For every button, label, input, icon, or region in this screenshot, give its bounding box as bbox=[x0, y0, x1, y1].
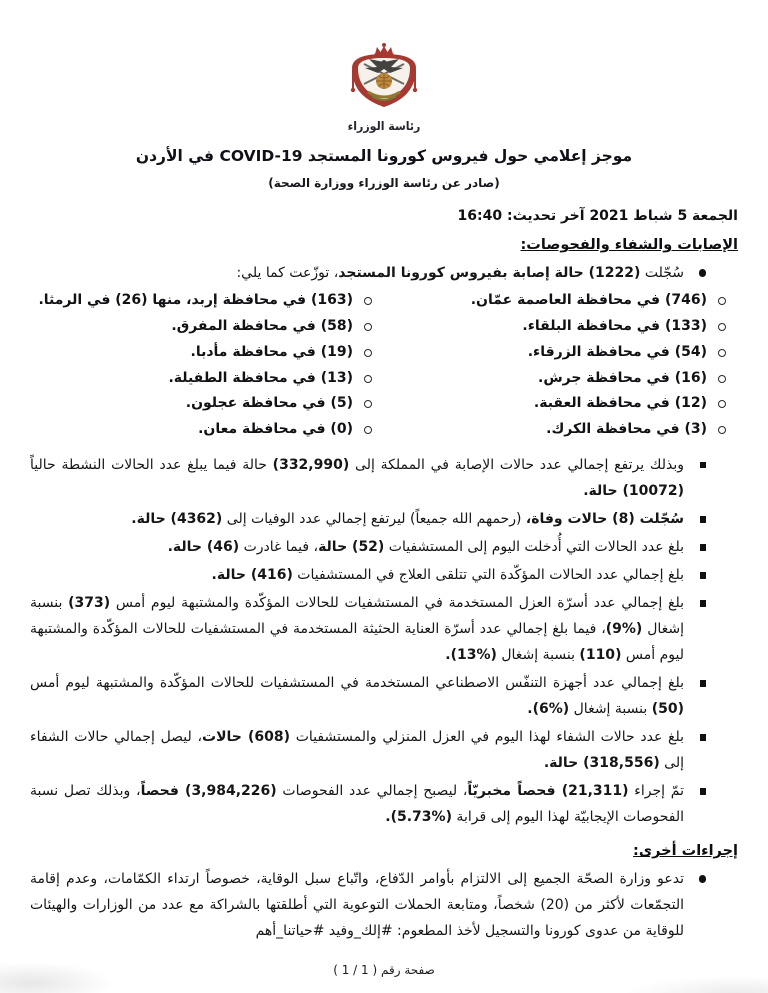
text-segment: (%5.73). bbox=[385, 809, 452, 826]
bullet-marker bbox=[707, 417, 726, 434]
text-segment: بلغ عدد الحالات التي أُدخلت اليوم إلى المستشفيات bbox=[384, 539, 684, 556]
bullet-marker bbox=[684, 260, 706, 277]
governorate-label: (19) في محافظة مأدبا. bbox=[190, 343, 353, 360]
text-segment: بنسبة إشغال bbox=[496, 647, 580, 664]
governorate-item bbox=[30, 417, 384, 443]
title-arabic-pre: موجز إعلامي حول فيروس كورونا المستجد bbox=[302, 147, 633, 166]
square-bullet-icon bbox=[700, 516, 707, 523]
bullet-marker bbox=[353, 340, 372, 357]
bullet-item bbox=[30, 260, 738, 286]
bullet-marker bbox=[707, 288, 726, 305]
governorate-item bbox=[384, 340, 738, 366]
text-segment: (%9) bbox=[605, 621, 643, 638]
text-segment: (3,984,226) فحصاً bbox=[140, 783, 277, 800]
bullet-marker bbox=[707, 340, 726, 357]
governorate-item bbox=[384, 366, 738, 392]
bullet-marker bbox=[684, 670, 706, 687]
governorate-columns bbox=[30, 288, 738, 443]
governorate-label: (133) في محافظة البلقاء. bbox=[522, 318, 707, 335]
governorate-item bbox=[384, 391, 738, 417]
square-bullet-icon bbox=[700, 788, 707, 795]
circle-bullet-icon bbox=[718, 323, 726, 331]
bullet-marker bbox=[707, 314, 726, 331]
governorate-label: (746) في محافظة العاصمة عمّان. bbox=[470, 292, 707, 309]
bullet-text bbox=[30, 562, 684, 588]
bullet-text bbox=[30, 534, 684, 560]
governorate-item bbox=[30, 314, 384, 340]
bullet-item bbox=[30, 452, 738, 504]
bullet-marker bbox=[684, 724, 706, 741]
text-segment: ، ليصل إجمالي حالات الشفاء إلى bbox=[30, 729, 684, 772]
text-segment: ، فيما غادرت bbox=[239, 539, 319, 556]
title-covid-label: COVID-19 bbox=[219, 147, 303, 166]
bullet-item bbox=[30, 670, 738, 722]
text-segment: (608) حالات bbox=[202, 729, 291, 746]
governorate-label: (3) في محافظة الكرك. bbox=[546, 421, 707, 438]
bullet-marker bbox=[353, 391, 372, 408]
bullet-item bbox=[30, 562, 738, 588]
bullet-marker bbox=[707, 366, 726, 383]
bullet-marker bbox=[684, 562, 706, 579]
document-subtitle: (صادر عن رئاسة الوزراء ووزارة الصحة) bbox=[268, 176, 500, 191]
governorate-label: (58) في محافظة المفرق. bbox=[171, 318, 353, 335]
circle-bullet-icon bbox=[364, 400, 372, 408]
bullet-text bbox=[30, 866, 684, 944]
text-segment: (52) حالة bbox=[318, 539, 385, 556]
square-bullet-icon bbox=[700, 544, 707, 551]
logo-caption: رئاسة الوزراء bbox=[347, 119, 421, 134]
governorate-item bbox=[384, 288, 738, 314]
bullet-marker bbox=[353, 417, 372, 434]
bullet-marker bbox=[684, 778, 706, 795]
bullet-marker bbox=[684, 590, 706, 607]
page-footer: صفحة رقم ( 1 / 1 ) bbox=[333, 962, 435, 977]
circle-bullet-icon bbox=[718, 400, 726, 408]
jordan-coat-of-arms-icon bbox=[338, 42, 430, 118]
text-segment: (10072) حالة. bbox=[583, 483, 684, 499]
bullet-marker bbox=[353, 314, 372, 331]
text-segment: تمّ إجراء bbox=[628, 783, 684, 800]
text-segment: (1222) حالة إصابة بفيروس كورونا المستجد bbox=[338, 265, 641, 282]
bullet-marker bbox=[684, 866, 706, 883]
governorate-list-left bbox=[30, 288, 384, 443]
text-segment: ، فيما بلغ إجمالي عدد أسرّة العناية الحثيثة المستخدمة في المستشفيات للحالات المؤكّدة والمشتبهة ليوم أمس bbox=[30, 621, 684, 664]
bullet-text bbox=[30, 778, 684, 830]
bullet-item bbox=[30, 724, 738, 776]
square-bullet-icon bbox=[700, 680, 707, 687]
governorate-item bbox=[384, 314, 738, 340]
governorate-label: (12) في محافظة العقبة. bbox=[533, 395, 707, 412]
bullet-marker bbox=[684, 506, 706, 523]
circle-bullet-icon bbox=[718, 426, 726, 434]
text-segment: سُجّلت (8) حالات وفاة، bbox=[525, 511, 684, 528]
date-line: الجمعة 5 شباط 2021 آخر تحديث: 16:40 bbox=[457, 208, 738, 225]
page-title bbox=[30, 145, 738, 168]
disc-bullet-icon bbox=[699, 875, 707, 883]
document-body bbox=[30, 237, 738, 944]
governorate-label: (16) في محافظة جرش. bbox=[538, 369, 707, 386]
circle-bullet-icon bbox=[364, 297, 372, 305]
text-segment: (332,990) bbox=[272, 456, 350, 473]
text-segment: (318,556) حالة. bbox=[543, 755, 660, 772]
text-segment: بنسبة إشغال bbox=[569, 701, 652, 718]
governorate-item bbox=[384, 417, 738, 443]
bullet-text bbox=[30, 506, 684, 532]
bullet-item bbox=[30, 866, 738, 944]
circle-bullet-icon bbox=[364, 375, 372, 383]
logo-block bbox=[30, 0, 738, 133]
text-segment: ، ليصبح إجمالي عدد الفحوصات bbox=[276, 783, 468, 800]
bullet-text bbox=[30, 590, 684, 668]
text-segment: (373) bbox=[68, 595, 111, 612]
bullet-marker bbox=[684, 452, 706, 469]
square-bullet-icon bbox=[700, 734, 707, 741]
bullet-text bbox=[30, 724, 684, 776]
square-bullet-icon bbox=[700, 572, 707, 579]
circle-bullet-icon bbox=[718, 297, 726, 305]
text-segment: سُجّلت bbox=[640, 265, 684, 282]
text-segment: (416) حالة. bbox=[211, 567, 293, 584]
circle-bullet-icon bbox=[718, 349, 726, 357]
bullet-item bbox=[30, 506, 738, 532]
bullet-marker bbox=[707, 391, 726, 408]
circle-bullet-icon bbox=[364, 426, 372, 434]
text-segment: ، وبذلك تصل نسبة الفحوصات الإيجابيّة لهذا اليوم إلى قرابة bbox=[30, 783, 684, 826]
bullet-marker bbox=[684, 534, 706, 551]
section-heading: إجراءات أخرى: bbox=[633, 843, 738, 860]
text-segment: وبذلك يرتفع إجمالي عدد حالات الإصابة في المملكة إلى bbox=[349, 456, 684, 473]
governorate-item bbox=[30, 340, 384, 366]
governorate-label: (0) في محافظة معان. bbox=[198, 421, 353, 438]
text-segment: (%6). bbox=[527, 701, 570, 718]
text-segment: ، توزّعت كما يلي: bbox=[236, 265, 339, 282]
governorate-label: (54) في محافظة الزرقاء. bbox=[527, 343, 707, 360]
governorate-item bbox=[30, 391, 384, 417]
governorate-label: (13) في محافظة الطفيلة. bbox=[168, 369, 353, 386]
bullet-marker bbox=[353, 288, 372, 305]
section-heading: الإصابات والشفاء والفحوصات: bbox=[520, 237, 738, 254]
text-segment: بلغ إجمالي عدد أسرّة العزل المستخدمة في المستشفيات للحالات المؤكّدة والمشتبهة ليوم أمس bbox=[110, 595, 684, 612]
text-segment: تدعو وزارة الصحّة الجميع إلى الالتزام بأوامر الدّفاع، واتّباع سبل الوقاية، خصوصاً ارتداء الكمّامات، وعدم إقامة التجمّعات لأكثر من (20) شخصاً، ومتابعة الحملات التوعوية التي أطلقتها بالشراكة مع عدد من الوزارات والهيئات للوقاية من عدوى كورونا والتسجيل لأخذ المطعوم: #إلك_وفيد #حياتنا_أهم bbox=[30, 871, 684, 940]
text-segment: حالة فيما يبلغ عدد الحالات النشطة حالياً bbox=[30, 456, 273, 473]
governorate-item bbox=[30, 288, 384, 314]
text-segment: (21,311) فحصاً مخبريّاً bbox=[467, 783, 629, 800]
circle-bullet-icon bbox=[364, 349, 372, 357]
bullet-text bbox=[30, 670, 684, 722]
text-segment: (%13). bbox=[445, 647, 497, 664]
bullet-marker bbox=[353, 366, 372, 383]
title-arabic-post: في الأردن bbox=[135, 147, 220, 166]
governorate-list-right bbox=[384, 288, 738, 443]
square-bullet-icon bbox=[700, 600, 707, 607]
text-segment: بلغ إجمالي عدد الحالات المؤكّدة التي تتلقى العلاج في المستشفيات bbox=[292, 567, 684, 584]
text-segment: (4362) حالة. bbox=[131, 511, 223, 528]
governorate-item bbox=[30, 366, 384, 392]
governorate-label: (5) في محافظة عجلون. bbox=[185, 395, 353, 412]
circle-bullet-icon bbox=[364, 323, 372, 331]
text-segment: (46) حالة. bbox=[167, 539, 240, 556]
text-segment: (110) bbox=[579, 647, 622, 664]
bullet-item bbox=[30, 778, 738, 830]
text-segment: (50) bbox=[651, 701, 684, 718]
text-segment: (رحمهم الله جميعاً) ليرتفع إجمالي عدد الوفيات إلى bbox=[222, 511, 526, 528]
bullet-item bbox=[30, 534, 738, 560]
governorate-label: (163) في محافظة إربد، منها (26) في الرمثا. bbox=[38, 292, 353, 309]
bullet-text bbox=[30, 452, 684, 504]
text-segment: بنسبة إشغال bbox=[30, 595, 685, 638]
bullet-text bbox=[30, 260, 684, 286]
circle-bullet-icon bbox=[718, 375, 726, 383]
disc-bullet-icon bbox=[699, 269, 707, 277]
text-segment: بلغ عدد حالات الشفاء لهذا اليوم في العزل المنزلي والمستشفيات bbox=[290, 729, 684, 746]
text-segment: بلغ إجمالي عدد أجهزة التنفّس الاصطناعي المستخدمة في المستشفيات للحالات المؤكّدة والمشتبهة ليوم أمس bbox=[30, 675, 684, 692]
bullet-item bbox=[30, 590, 738, 668]
square-bullet-icon bbox=[700, 462, 707, 469]
